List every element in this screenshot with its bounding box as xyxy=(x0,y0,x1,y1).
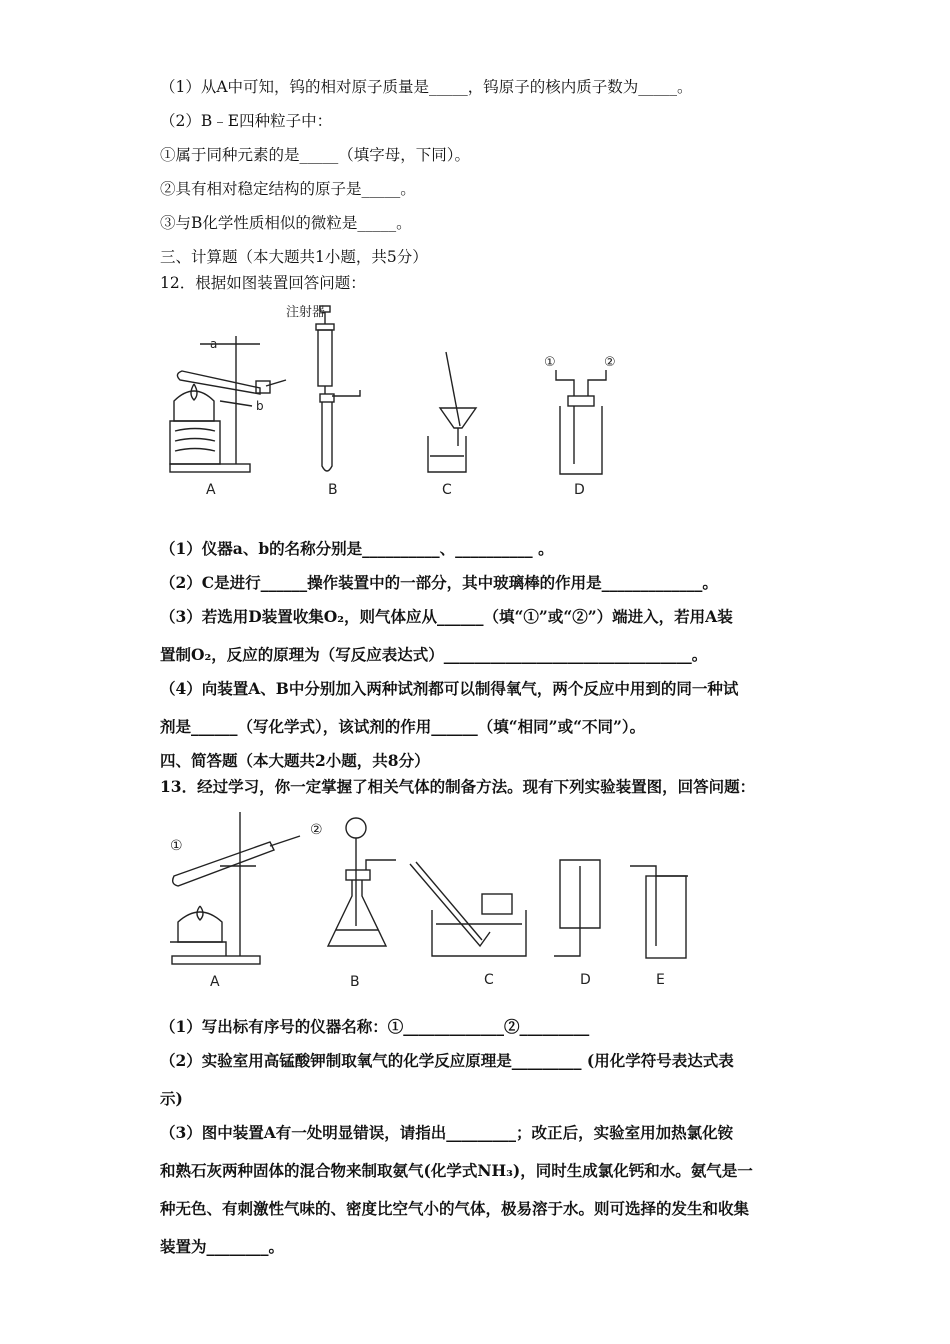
q11-sub3: ③与B化学性质相似的微粒是_____。 xyxy=(160,214,412,232)
fig12-label-D: D xyxy=(574,482,585,498)
q13-part1: （1）写出标有序号的仪器名称：①_____________②_________ xyxy=(160,1017,590,1036)
port-2-label: ② xyxy=(604,355,616,370)
q13-part3-line3: 种无色、有刺激性气味的、密度比空气小的气体，极易溶于水。则可选择的发生和收集 xyxy=(160,1199,750,1218)
circle-1-label: ① xyxy=(170,838,183,854)
q13-stem: 13．经过学习，你一定掌握了相关气体的制备方法。现有下列实验装置图，回答问题： xyxy=(160,777,756,796)
q13-part3-line1: （3）图中装置A有一处明显错误，请指出_________；改正后，实验室用加热氯化铵 xyxy=(160,1123,734,1142)
q13-part3-line2: 和熟石灰两种固体的混合物来制取氨气(化学式NH₃)，同时生成氯化钙和水。氨气是一 xyxy=(160,1161,753,1180)
q12-part4-line2: 剂是______（写化学式），该试剂的作用______（填“相同”或“不同”）。 xyxy=(160,717,646,736)
section3-heading: 三、计算题（本大题共1小题，共5分） xyxy=(160,248,428,266)
q12-part2: （2）C是进行______操作装置中的一部分，其中玻璃棒的作用是_____________。 xyxy=(160,573,718,592)
label-b: b xyxy=(256,399,264,413)
apparatus-e-gas-bottle xyxy=(630,866,688,958)
fig13-label-C: C xyxy=(484,972,494,988)
apparatus-b-flask xyxy=(328,818,396,946)
q12-stem: 12．根据如图装置回答问题： xyxy=(160,274,366,292)
fig13-label-E: E xyxy=(656,972,665,988)
q11-sub2: ②具有相对稳定结构的原子是_____。 xyxy=(160,180,416,198)
q11-sub1: ①属于同种元素的是_____（填字母，下同）。 xyxy=(160,146,471,164)
q11-part2: （2）B﹣E四种粒子中： xyxy=(160,112,333,130)
apparatus-d-gas-bottle xyxy=(556,370,606,474)
q12-apparatus-figure xyxy=(160,296,640,506)
port-1-label: ① xyxy=(544,355,556,370)
q12-part1: （1）仪器a、b的名称分别是__________、__________ 。 xyxy=(160,539,554,558)
apparatus-a-heating xyxy=(170,336,286,472)
q13-part2-line2: 示) xyxy=(160,1089,183,1108)
fig12-label-C: C xyxy=(442,482,452,498)
circle-2-label: ② xyxy=(310,822,323,838)
fig13-label-B: B xyxy=(350,974,360,990)
fig13-label-A: A xyxy=(210,974,220,990)
apparatus-b-syringe-tube xyxy=(316,306,360,471)
q13-part2-line1: （2）实验室用高锰酸钾制取氧气的化学反应原理是_________ (用化学符号表达式表 xyxy=(160,1051,734,1070)
q12-part3-line2: 置制O₂，反应的原理为（写反应表达式）________________________________。 xyxy=(160,645,708,664)
q13-part3-line4: 装置为________。 xyxy=(160,1237,285,1256)
q13-apparatus-figure xyxy=(160,806,700,996)
apparatus-d-inverted-bottle xyxy=(554,860,600,956)
q12-part3-line1: （3）若选用D装置收集O₂，则气体应从______（填“①”或“②”）端进入，若用A装 xyxy=(160,607,733,626)
syringe-label: 注射器 xyxy=(286,305,326,320)
q11-part1: （1）从A中可知，钨的相对原子质量是_____，钨原子的核内质子数为_____。 xyxy=(160,78,693,96)
label-a: a xyxy=(210,337,218,351)
section4-heading: 四、简答题（本大题共2小题，共8分） xyxy=(160,751,430,770)
q12-part4-line1: （4）向装置A、B中分别加入两种试剂都可以制得氧气，两个反应中用到的同一种试 xyxy=(160,679,739,698)
fig12-label-A: A xyxy=(206,482,216,498)
apparatus-c-water-trough xyxy=(410,862,526,956)
apparatus-a-heating xyxy=(170,812,300,964)
fig12-label-B: B xyxy=(328,482,338,498)
fig13-label-D: D xyxy=(580,972,591,988)
apparatus-c-filtration xyxy=(428,352,476,472)
